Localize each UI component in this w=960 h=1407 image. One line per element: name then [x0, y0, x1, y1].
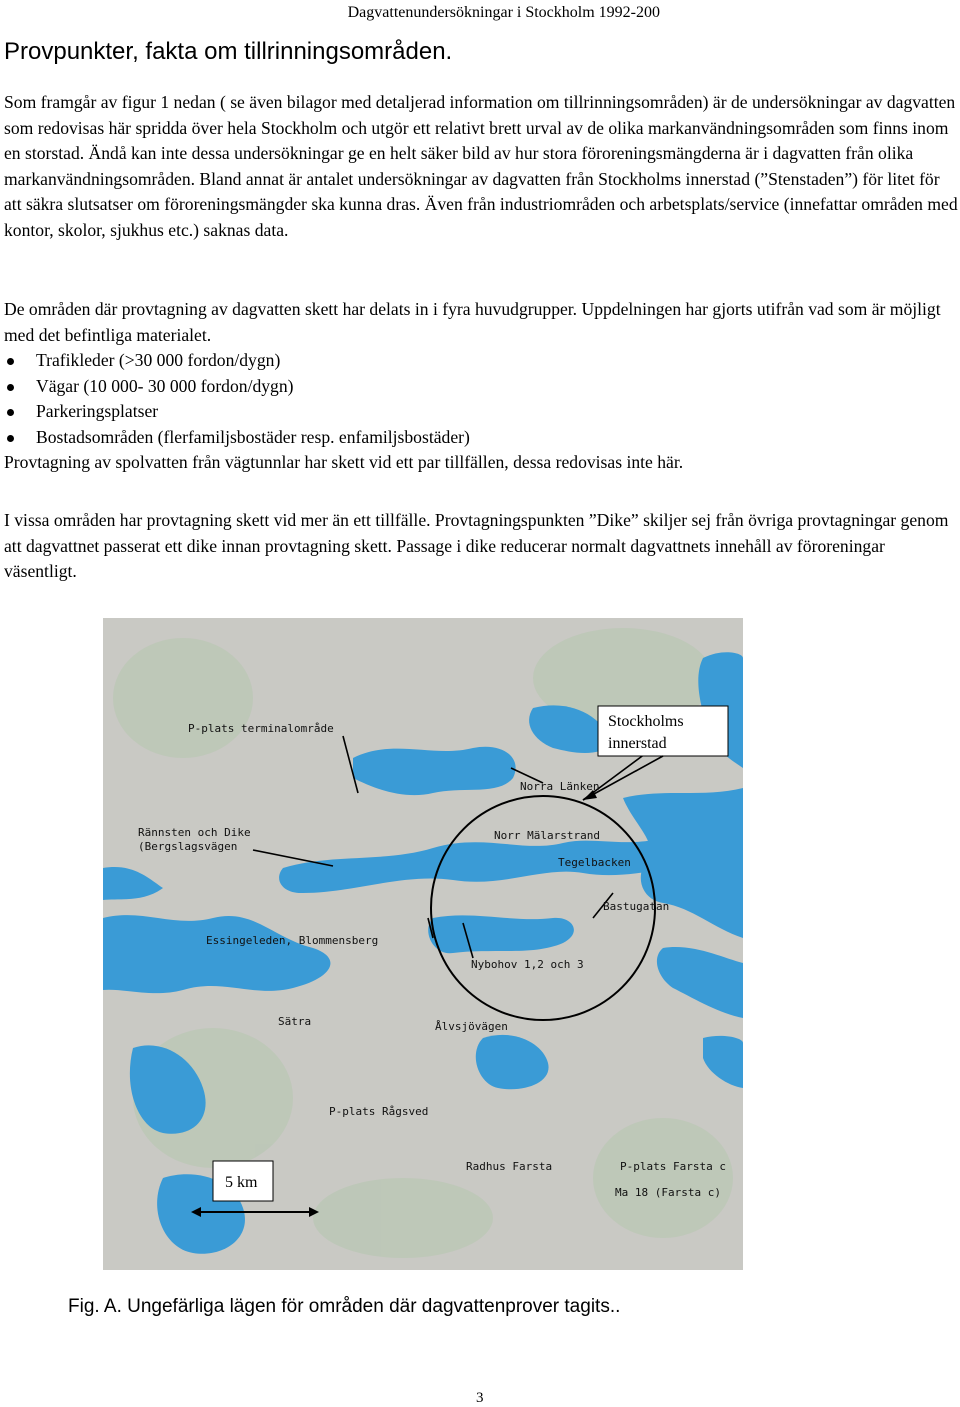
list-item: Bostadsområden (flerfamiljsbostäder resp. enfamiljsbostäder)	[4, 425, 959, 451]
label-essingeleden: Essingeleden, Blommensberg	[206, 934, 379, 947]
label-alvsjovagen: Ålvsjövägen	[435, 1020, 508, 1033]
label-radhus-farsta: Radhus Farsta	[466, 1160, 553, 1173]
paragraph-tunnels: Provtagning av spolvatten från vägtunnlar har skett vid ett par tillfällen, dessa redovisas inte här.	[4, 452, 684, 472]
innerstad-line2: innerstad	[608, 735, 667, 752]
list-item: Vägar (10 000- 30 000 fordon/dygn)	[4, 374, 959, 400]
page-number: 3	[476, 1390, 484, 1406]
scale-label: 5 km	[225, 1174, 258, 1191]
page-title: Provpunkter, fakta om tillrinningsområden.	[4, 38, 453, 65]
label-p-plats-farsta: P-plats Farsta c	[620, 1160, 726, 1173]
label-norr-malarstrand: Norr Mälarstrand	[494, 829, 600, 842]
label-nybohov: Nybohov 1,2 och 3	[471, 958, 584, 971]
innerstad-line1: Stockholms	[608, 713, 684, 730]
paragraph-groups	[4, 297, 959, 476]
running-header: Dagvattenundersökningar i Stockholm 1992-200	[347, 4, 660, 21]
label-ma18: Ma 18 (Farsta c)	[615, 1186, 721, 1199]
label-tegelbacken: Tegelbacken	[558, 856, 631, 869]
stockholm-map	[103, 618, 743, 1270]
list-item: Trafikleder (>30 000 fordon/dygn)	[4, 348, 959, 374]
label-p-plats-ragsved: P-plats Rågsved	[329, 1105, 429, 1118]
group-list	[4, 348, 959, 450]
label-rannsten: Rännsten och Dike	[138, 826, 251, 839]
paragraph-groups-text: De områden där provtagning av dagvatten skett har delats in i fyra huvudgrupper. Uppdelningen har gjorts utifrån vad som är möjligt med det befintliga materialet.	[4, 299, 941, 345]
list-item: Parkeringsplatser	[4, 399, 959, 425]
label-bastugatan: Bastugatan	[603, 900, 670, 913]
label-bergslag: (Bergslagsvägen	[138, 840, 238, 853]
label-satra: Sätra	[278, 1015, 312, 1028]
figure-caption: Fig. A. Ungefärliga lägen för områden där dagvattenprover tagits..	[68, 1296, 621, 1317]
label-norra-lanken: Norra Länken	[520, 780, 600, 793]
paragraph-dike: I vissa områden har provtagning skett vid mer än ett tillfälle. Provtagningspunkten ”Dike” skiljer sej från övriga provtagningar genom att dagvattnet passerat ett dike innan provtagning skett. Passage i dike reducerar normalt dagvattnets innehåll av föroreningar väsentligt.	[4, 510, 949, 581]
label-p-plats-terminal: P-plats terminalområde	[188, 722, 334, 735]
paragraph-intro: Som framgår av figur 1 nedan ( se även bilagor med detaljerad information om tillrinningsområden) är de undersökningar av dagvatten som redovisas här spridda över hela Stockholm och utgör ett relativt brett urval av de olika markanvändningsområden som finns inom en storstad. Ändå kan inte dessa undersökningar ge en helt säker bild av hur stora föroreningsmängderna är i dagvatten från olika markanvändningsområden. Bland annat är antalet undersökningar av dagvatten från Stockholms innerstad (”Stenstaden”) för litet för att säkra slutsatser om föroreningsmängder ska kunna dras. Även från industriområden och arbetsplats/service (innefattar områden med kontor, skolor, sjukhus etc.) saknas data.	[4, 92, 958, 240]
